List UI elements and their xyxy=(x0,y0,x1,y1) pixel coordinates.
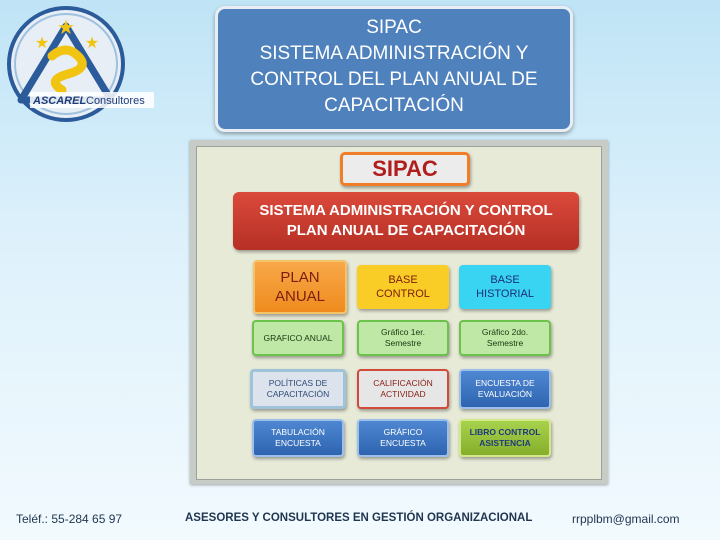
footer-tagline: ASESORES Y CONSULTORES EN GESTIÓN ORGANIZACIONAL xyxy=(185,512,533,524)
grafico-encuesta-line-1: GRÁFICO xyxy=(383,427,423,437)
footer-email: rrpplbm@gmail.com xyxy=(572,512,680,526)
grafico-2do-semestre-button[interactable] xyxy=(459,320,551,356)
logo-brand-bold: ASCAREL xyxy=(33,95,87,107)
plan-line-1: PLAN xyxy=(280,269,320,286)
base-control-line-2: CONTROL xyxy=(376,288,430,300)
diagram-frame xyxy=(190,140,608,484)
calificacion-actividad-button[interactable] xyxy=(357,369,449,409)
libro-line-2: ASISTENCIA xyxy=(479,438,531,448)
grafico-anual-button[interactable] xyxy=(252,320,344,356)
diagram-panel xyxy=(196,146,602,480)
sipac-text: SIPAC xyxy=(372,156,438,181)
sistema-line-1: SISTEMA ADMINISTRACIÓN Y CONTROL xyxy=(259,202,553,219)
base-historial-line-1: BASE xyxy=(490,274,520,286)
triangle-stars-logo-icon xyxy=(6,4,156,124)
base-control-line-1: BASE xyxy=(388,274,418,286)
plan-anual-button[interactable] xyxy=(253,260,347,314)
tabulacion-line-2: ENCUESTA xyxy=(275,438,321,448)
grafico-1er-semestre-button[interactable] xyxy=(357,320,449,356)
logo-brand-rest: Consultores xyxy=(86,95,145,107)
grafico-1-line-2: Semestre xyxy=(384,338,422,348)
title-line-2: SISTEMA ADMINISTRACIÓN Y xyxy=(259,43,529,64)
header-title-box xyxy=(215,6,573,132)
libro-line-1: LIBRO CONTROL xyxy=(469,427,541,437)
title-line-4: CAPACITACIÓN xyxy=(324,95,464,116)
politicas-line-2: CAPACITACIÓN xyxy=(266,389,330,399)
encuesta-evaluacion-button[interactable] xyxy=(459,369,551,409)
grafico-2-line-2: Semestre xyxy=(486,338,524,348)
tabulacion-encuesta-button[interactable] xyxy=(252,419,344,457)
plan-line-2: ANUAL xyxy=(274,288,326,305)
grafico-encuesta-line-2: ENCUESTA xyxy=(380,438,426,448)
sipac-label xyxy=(340,152,470,186)
base-historial-line-2: HISTORIAL xyxy=(476,288,534,300)
svg-text:★: ★ xyxy=(57,15,75,39)
encuesta-eval-line-1: ENCUESTA DE xyxy=(475,378,535,388)
grafico-2-line-1: Gráfico 2do. xyxy=(481,327,529,337)
sistema-line-2: PLAN ANUAL DE CAPACITACIÓN xyxy=(286,222,526,239)
encuesta-eval-line-2: EVALUACIÓN xyxy=(477,389,533,399)
svg-text:★: ★ xyxy=(84,33,100,52)
libro-control-asistencia-button[interactable] xyxy=(459,419,551,457)
company-logo xyxy=(6,4,156,124)
title-line-1: SIPAC xyxy=(366,17,422,38)
grafico-anual-text: GRAFICO ANUAL xyxy=(263,332,333,343)
grafico-1-line-1: Gráfico 1er. xyxy=(381,327,425,337)
svg-text:★: ★ xyxy=(34,33,50,52)
base-historial-button[interactable] xyxy=(459,265,551,309)
tabulacion-line-1: TABULACIÓN xyxy=(271,427,325,437)
sistema-banner xyxy=(233,192,579,250)
base-control-button[interactable] xyxy=(357,265,449,309)
calificacion-line-1: CALIFICACIÓN xyxy=(373,378,433,388)
footer-phone: Teléf.: 55-284 65 97 xyxy=(16,512,123,526)
grafico-encuesta-button[interactable] xyxy=(357,419,449,457)
politicas-line-1: POLÍTICAS DE xyxy=(268,378,328,388)
calificacion-line-2: ACTIVIDAD xyxy=(380,389,426,399)
title-line-3: CONTROL DEL PLAN ANUAL DE xyxy=(250,69,538,90)
politicas-capacitacion-button[interactable] xyxy=(250,369,346,409)
